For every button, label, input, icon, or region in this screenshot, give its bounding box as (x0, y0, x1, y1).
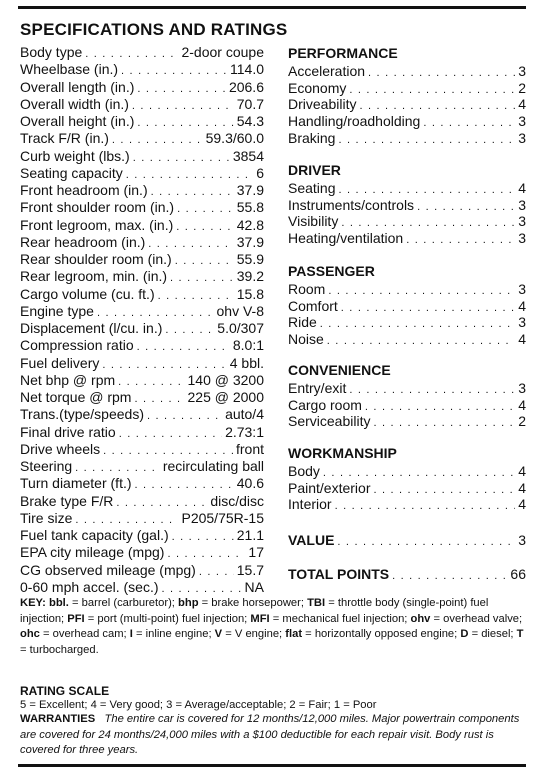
rating-row (288, 331, 526, 348)
rating-row (288, 213, 526, 230)
leader-dots (165, 322, 214, 339)
spec-label: Displacement (l/cu. in.) (20, 320, 163, 336)
key-term: ohv (410, 612, 431, 625)
leader-dots (172, 529, 234, 546)
leader-dots (349, 82, 515, 99)
key-definition: = diesel; (471, 628, 514, 641)
total-row (288, 566, 526, 582)
abbreviation-key (20, 596, 528, 658)
spec-row (20, 562, 264, 579)
spec-row (20, 544, 264, 561)
rating-value: 3 (518, 213, 526, 230)
spec-label: Overall height (in.) (20, 113, 135, 129)
leader-dots (320, 316, 515, 333)
rating-label: Driveability (288, 96, 357, 113)
rating-value: 3 (518, 314, 526, 331)
spec-row (20, 441, 264, 458)
warranties-paragraph (20, 712, 528, 759)
spec-label: Front shoulder room (in.) (20, 199, 175, 216)
spec-label: CG observed mileage (mpg) (20, 561, 196, 578)
rating-value: 4 (518, 331, 526, 348)
spec-label: Rear headroom (in.) (20, 233, 146, 250)
rating-label: Ride (288, 314, 317, 331)
spec-label: Net bhp @ rpm (20, 371, 116, 388)
spec-value: auto/4 (225, 406, 264, 423)
leader-dots (327, 333, 515, 350)
spec-row (20, 475, 264, 492)
leader-dots (417, 199, 515, 216)
leader-dots (341, 300, 515, 317)
key-term: ohc (20, 628, 40, 641)
spec-label: Fuel tank capacity (gal.) (20, 527, 169, 543)
spec-label: Front legroom, max. (in.) (20, 216, 174, 233)
spec-value: 4 bbl. (229, 354, 264, 371)
spec-value: 55.9 (236, 251, 264, 267)
rating-label: Economy (288, 79, 347, 96)
key-term: MFI (250, 612, 270, 625)
spec-label: Final drive ratio (20, 423, 116, 440)
spec-value: 8.0:1 (232, 337, 264, 354)
leader-dots (132, 98, 234, 115)
leader-dots (176, 219, 233, 236)
rating-row (288, 197, 526, 214)
key-definition: = barrel (carburetor); (72, 597, 175, 609)
spec-value: 54.3 (236, 113, 264, 129)
leader-dots (170, 270, 234, 287)
spec-value: 2.73:1 (225, 423, 264, 440)
key-term: I (129, 628, 133, 641)
section-heading: PASSENGER (288, 263, 375, 279)
rating-label: Paint/exterior (288, 479, 371, 496)
leader-dots (392, 570, 507, 582)
spec-row (20, 217, 264, 234)
rating-label: Interior (288, 496, 332, 513)
total-label: TOTAL POINTS (288, 566, 390, 582)
rating-row (288, 230, 526, 247)
spec-value: disc/disc (210, 492, 264, 509)
spec-row (20, 96, 264, 113)
spec-row (20, 113, 264, 130)
spec-label: Body type (20, 44, 83, 60)
rating-value: 4 (518, 496, 526, 513)
bottom-rule (18, 764, 526, 767)
value-row (288, 532, 526, 548)
section-heading: PERFORMANCE (288, 45, 398, 61)
rating-value: 4 (518, 180, 526, 196)
spec-row (20, 406, 264, 423)
spec-row (20, 510, 264, 527)
spec-label: Overall length (in.) (20, 78, 135, 95)
leader-dots (137, 81, 226, 98)
key-definition: = brake horsepower; (201, 597, 304, 609)
rating-value: 4 (518, 396, 526, 413)
rating-label: Visibility (288, 213, 339, 230)
spec-label: Engine type (20, 302, 94, 319)
rating-section (288, 262, 526, 348)
rating-label: Entry/exit (288, 380, 347, 396)
rating-label: Noise (288, 331, 324, 348)
rating-value: 4 (518, 479, 526, 496)
key-definition: = mechanical fuel injection; (272, 612, 408, 625)
spec-value: 2-door coupe (181, 44, 264, 60)
rating-row (288, 314, 526, 331)
spec-value: 15.8 (236, 285, 264, 302)
key-term: V (214, 628, 223, 641)
leader-dots (199, 564, 234, 581)
spec-row (20, 493, 264, 510)
spec-label: Track F/R (in.) (20, 130, 109, 147)
specifications-list (20, 44, 264, 596)
section-heading: CONVENIENCE (288, 362, 391, 378)
spec-row (20, 61, 264, 78)
spec-row (20, 148, 264, 165)
spec-row (20, 130, 264, 147)
spec-value: ohv V-8 (216, 302, 264, 319)
rating-label: Braking (288, 129, 336, 146)
key-definition: = port (multi-point) fuel injection; (87, 612, 248, 625)
rating-row (288, 413, 526, 430)
leader-dots (373, 482, 515, 499)
spec-value: 225 @ 2000 (187, 389, 264, 405)
rating-value: 3 (518, 230, 526, 247)
leader-dots (373, 415, 515, 432)
rating-label: Cargo room (288, 396, 362, 413)
leader-dots (147, 408, 222, 425)
spec-value: P205/75R-15 (181, 509, 264, 526)
spec-label: Brake type F/R (20, 492, 114, 509)
key-term: D (460, 628, 469, 641)
rating-value: 3 (518, 63, 526, 79)
spec-value: 3854 (232, 147, 264, 164)
spec-value: 15.7 (236, 561, 264, 578)
spec-value: 42.8 (236, 216, 264, 233)
rating-value: 3 (518, 281, 526, 297)
spec-label: Steering (20, 458, 73, 474)
rating-value: 3 (518, 129, 526, 146)
warranties-text: The entire car is covered for 12 months/12,000 miles. Major powertrain components are covered for 24 months/24,000 miles with a $100 deductible for each repair visit. Body rust is covered for three years. (20, 713, 520, 757)
rating-scale-text: 5 = Excellent; 4 = Very good; 3 = Average/acceptable; 2 = Fair; 1 = Poor (20, 699, 377, 711)
rating-label: Handling/roadholding (288, 113, 421, 130)
page-title: SPECIFICATIONS AND RATINGS (20, 20, 288, 39)
leader-dots (177, 201, 234, 218)
leader-dots (328, 283, 515, 300)
rating-section (288, 361, 526, 430)
spec-row (20, 337, 264, 354)
spec-value: 70.7 (236, 95, 264, 112)
spec-label: Tire size (20, 509, 73, 526)
spec-row (20, 458, 264, 475)
spec-value: 40.6 (236, 475, 264, 492)
spec-row (20, 251, 264, 268)
rating-row (288, 281, 526, 298)
spec-label: Rear legroom, min. (in.) (20, 268, 168, 285)
rating-row (288, 130, 526, 147)
spec-label: Trans.(type/speeds) (20, 406, 144, 423)
leader-dots (119, 426, 222, 443)
spec-value: 39.2 (236, 268, 264, 285)
rating-label: Heating/ventilation (288, 230, 404, 247)
rating-row (288, 63, 526, 80)
spec-label: Rear shoulder room (in.) (20, 251, 172, 267)
spec-row (20, 372, 264, 389)
spec-label: Compression ratio (20, 337, 134, 354)
spec-row (20, 320, 264, 337)
value-label: VALUE (288, 532, 335, 548)
rating-section (288, 44, 526, 146)
rating-value: 3 (518, 196, 526, 213)
spec-row (20, 268, 264, 285)
rating-value: 4 (518, 297, 526, 314)
rating-value: 2 (518, 413, 526, 430)
rating-label: Acceleration (288, 63, 366, 79)
top-rule (18, 6, 526, 9)
leader-dots (175, 253, 234, 270)
rating-row (288, 480, 526, 497)
leader-dots (335, 498, 516, 515)
leader-dots (368, 65, 515, 82)
rating-label: Room (288, 281, 326, 297)
spec-row (20, 165, 264, 182)
spec-row (20, 44, 264, 61)
leader-dots (337, 536, 515, 548)
key-definition: = V engine; (225, 628, 283, 641)
spec-value: 114.0 (230, 61, 264, 78)
section-heading: WORKMANSHIP (288, 445, 397, 461)
leader-dots (338, 132, 515, 149)
spec-label: Wheelbase (in.) (20, 61, 119, 78)
key-definition: = overhead valve; (433, 612, 523, 625)
spec-row (20, 355, 264, 372)
leader-dots (133, 150, 230, 167)
spec-label: 0-60 mph accel. (sec.) (20, 578, 159, 595)
spec-row (20, 527, 264, 544)
spec-row (20, 286, 264, 303)
key-definition: = turbocharged. (20, 643, 99, 656)
spec-value: 140 @ 3200 (187, 371, 264, 388)
rating-row (288, 96, 526, 113)
spec-row (20, 199, 264, 216)
rating-section (288, 444, 526, 513)
spec-label: Drive wheels (20, 440, 101, 457)
section-heading: DRIVER (288, 162, 341, 178)
leader-dots (406, 232, 515, 249)
spec-value: 17 (248, 544, 264, 561)
spec-label: Front headroom (in.) (20, 182, 148, 198)
rating-row (288, 397, 526, 414)
rating-value: 4 (518, 96, 526, 113)
spec-value: 6 (256, 164, 264, 181)
spec-label: Overall width (in.) (20, 95, 129, 112)
spec-label: Curb weight (lbs.) (20, 147, 130, 164)
leader-dots (349, 382, 515, 399)
spec-row (20, 579, 264, 596)
rating-label: Body (288, 463, 320, 479)
spec-value: 55.8 (236, 199, 264, 216)
leader-dots (423, 115, 515, 132)
key-definition: = inline engine; (135, 628, 212, 641)
spec-value: 37.9 (236, 233, 264, 250)
key-term: bhp (178, 597, 199, 609)
spec-label: EPA city mileage (mpg) (20, 544, 165, 561)
rating-label: Comfort (288, 297, 338, 314)
rating-scale-heading: RATING SCALE (20, 684, 110, 698)
spec-value: 206.6 (228, 78, 264, 95)
spec-label: Fuel delivery (20, 354, 100, 371)
rating-row (288, 298, 526, 315)
spec-label: Net torque @ rpm (20, 389, 132, 405)
rating-row (288, 380, 526, 397)
spec-row (20, 234, 264, 251)
spec-value: 37.9 (236, 182, 264, 198)
key-term: flat (285, 628, 303, 641)
key-term: PFI (67, 612, 85, 625)
spec-label: Cargo volume (cu. ft.) (20, 285, 155, 302)
rating-value: 2 (518, 79, 526, 96)
spec-row (20, 389, 264, 406)
key-term: T (516, 628, 524, 641)
rating-label: Seating (288, 180, 336, 196)
rating-row (288, 80, 526, 97)
rating-value: 3 (518, 113, 526, 130)
rating-row (288, 463, 526, 480)
key-heading: KEY: (20, 597, 46, 609)
rating-row (288, 113, 526, 130)
spec-value: front (235, 440, 264, 457)
rating-section (288, 161, 526, 247)
spec-label: Seating capacity (20, 164, 123, 181)
spec-value: 21.1 (236, 527, 264, 543)
key-definition: = throttle body (single-point) fuel injection; (20, 597, 489, 625)
spec-row (20, 79, 264, 96)
rating-value: 3 (518, 380, 526, 396)
key-term: bbl. (49, 597, 69, 609)
key-term: TBI (307, 597, 326, 609)
spec-label: Turn diameter (ft.) (20, 475, 132, 492)
leader-dots (121, 63, 227, 80)
spec-value: 5.0/307 (217, 320, 264, 336)
key-definition: = horizontally opposed engine; (305, 628, 458, 641)
rating-row (288, 496, 526, 513)
rating-label: Instruments/controls (288, 196, 415, 213)
rating-value: 4 (518, 463, 526, 479)
leader-dots (365, 399, 515, 416)
spec-value: 59.3/60.0 (205, 130, 264, 147)
spec-row (20, 303, 264, 320)
rating-label: Serviceability (288, 413, 371, 430)
leader-dots (137, 339, 230, 356)
warranties-heading: WARRANTIES (20, 713, 96, 725)
key-definition: = overhead cam; (43, 628, 127, 641)
rating-row (288, 180, 526, 197)
value-score: 3 (518, 532, 526, 548)
spec-value: NA (244, 578, 264, 595)
total-score: 66 (510, 566, 526, 582)
spec-row (20, 182, 264, 199)
spec-value: recirculating ball (162, 458, 264, 474)
spec-row (20, 424, 264, 441)
